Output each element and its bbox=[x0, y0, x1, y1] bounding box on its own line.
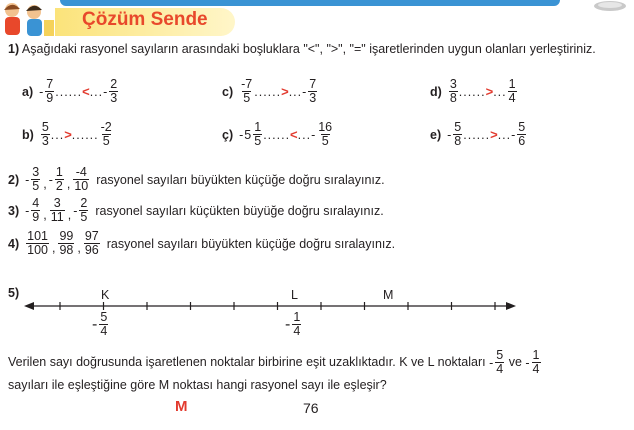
fraction: $\frac{2}{5}$ bbox=[80, 196, 88, 224]
top-accent-bar bbox=[60, 0, 560, 6]
item-label: e) bbox=[430, 127, 442, 142]
page-number: 76 bbox=[303, 400, 319, 416]
fraction: $\frac{7}{9}$ bbox=[46, 77, 54, 105]
item-label: a) bbox=[22, 84, 34, 99]
fraction: $\frac{5}{3}$ bbox=[41, 120, 49, 148]
comparison-item: b) $\frac{5}{3}$ ... > ...... $\frac{-2}{5}$ bbox=[22, 120, 112, 148]
fraction: $\frac{2}{3}$ bbox=[110, 77, 118, 105]
question-text: rasyonel sayıları büyükten küçüğe doğru sıralayınız. bbox=[96, 172, 385, 187]
fraction: $\frac{1}{4}$ bbox=[508, 77, 516, 105]
fraction: $\frac{5}{8}$ bbox=[454, 120, 462, 148]
answer-sign: < bbox=[290, 127, 298, 142]
page-title: Çözüm Sende bbox=[82, 9, 208, 30]
fraction: $\frac{3}{11}$ bbox=[50, 196, 64, 224]
question-5-number: 5) bbox=[8, 286, 20, 300]
fraction: $\frac{7}{3}$ bbox=[309, 77, 317, 105]
question-text: rasyonel sayıları büyükten küçüğe doğru sıralayınız. bbox=[106, 236, 396, 251]
fraction: $\frac{16}{5}$ bbox=[318, 120, 333, 148]
fraction: $\frac{1}{2}$ bbox=[55, 165, 63, 193]
answer-sign: > bbox=[281, 84, 289, 99]
answer-sign: > bbox=[490, 127, 498, 142]
left-arrow-icon bbox=[24, 302, 34, 310]
answer-sign: > bbox=[485, 84, 494, 99]
question-1-text bbox=[8, 42, 623, 57]
comparison-item: e) - $\frac{5}{8}$ ...... > ... - $\frac{5}{6}$ bbox=[430, 120, 526, 148]
point-m-label: M bbox=[383, 288, 394, 302]
question-5-text: Verilen sayı doğrusunda işaretlenen noktalar birbirine eşit uzaklıktadır. K ve L noktaları - $\frac{5}{4}$ ve - $\frac{1}{4}$ sayıları ile eşleştiğine göre M noktası hangi rasyonel sayı ile eşleşir? bbox=[8, 348, 540, 392]
fraction: $\frac{99}{98}$ bbox=[59, 229, 74, 257]
point-k-label: K bbox=[101, 288, 110, 302]
question-number: 3) bbox=[8, 203, 20, 218]
question-text: rasyonel sayıları küçükten büyüğe doğru sıralayınız. bbox=[95, 203, 384, 218]
students-illustration-icon bbox=[0, 0, 56, 38]
right-arrow-icon bbox=[506, 302, 516, 310]
question-2: 2) - $\frac{3}{5}$ , - $\frac{1}{2}$ , $\frac{-4}{10}$ rasyonel sayıları büyükten küçüğe doğru sıralayınız. bbox=[8, 165, 385, 193]
handwritten-answer: M bbox=[175, 398, 188, 415]
question-3: 3) - $\frac{4}{9}$ , $\frac{3}{11}$ , - $\frac{2}{5}$ rasyonel sayıları küçükten büyüğe doğru sıralayınız. bbox=[8, 196, 384, 224]
answer-sign: > bbox=[64, 127, 72, 142]
pen-icon bbox=[588, 0, 628, 18]
fraction: $\frac{101}{100}$ bbox=[27, 229, 48, 257]
question-number: 4) bbox=[8, 236, 20, 251]
item-label: b) bbox=[22, 127, 34, 142]
fraction: $\frac{4}{9}$ bbox=[32, 196, 40, 224]
item-label: ç) bbox=[222, 127, 234, 142]
point-l-value: - $\frac{1}{4}$ bbox=[285, 310, 301, 338]
item-label: d) bbox=[430, 84, 442, 99]
fraction: $\frac{-7}{5}$ bbox=[241, 77, 253, 105]
fraction: $\frac{-4}{10}$ bbox=[74, 165, 89, 193]
question-number: 2) bbox=[8, 172, 20, 187]
fraction: $\frac{3}{8}$ bbox=[449, 77, 457, 105]
point-k-value: - $\frac{5}{4}$ bbox=[92, 310, 108, 338]
fraction: $\frac{-2}{5}$ bbox=[100, 120, 112, 148]
point-l-label: L bbox=[291, 288, 298, 302]
answer-sign: < bbox=[82, 84, 90, 99]
fraction: $\frac{3}{5}$ bbox=[32, 165, 40, 193]
question-4: 4) $\frac{101}{100}$ , $\frac{99}{98}$ , $\frac{97}{96}$ rasyonel sayıları büyükten küçüğe doğru sıralayınız. bbox=[8, 229, 396, 257]
comparison-item: c) $\frac{-7}{5}$ ...... > ... - $\frac{7}{3}$ bbox=[222, 77, 317, 105]
fraction: $\frac{5}{6}$ bbox=[518, 120, 526, 148]
comparison-item: d) $\frac{3}{8}$ ...... > ... $\frac{1}{4}$ bbox=[430, 77, 516, 105]
comparison-item: ç) - 5 $\frac{1}{5}$ ...... < ... - $\frac{16}{5}$ bbox=[222, 120, 333, 148]
question-number: 1) bbox=[8, 42, 20, 56]
question-text: Aşağıdaki rasyonel sayıların arasındaki boşluklara "<", ">", "=" işaretlerinden uygun olanları yerleştiriniz. bbox=[21, 42, 596, 56]
item-label: c) bbox=[222, 84, 234, 99]
fraction: $\frac{1}{5}$ bbox=[254, 120, 262, 148]
fraction: $\frac{97}{96}$ bbox=[84, 229, 99, 257]
comparison-item: a) - $\frac{7}{9}$ ...... < ... - $\frac{2}{3}$ bbox=[22, 77, 118, 105]
